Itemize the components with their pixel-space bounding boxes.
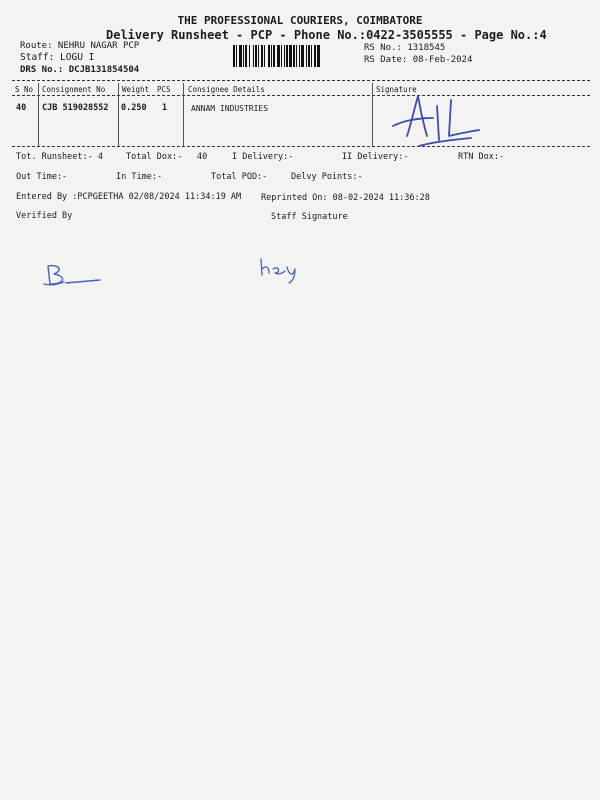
cell-weight: 0.250 [121,103,147,113]
total-dox-label: Total Dox:- [126,152,183,162]
table-bottom-rule [12,146,590,147]
rtn-dox: RTN Dox:- [458,152,505,162]
col-divider [183,83,184,146]
delvy-points: Delvy Points:- [291,172,363,182]
reprinted-on: Reprinted On: 08-02-2024 11:36:28 [261,193,430,203]
cell-pcs: 1 [162,103,168,113]
rs-number: RS No.: 1318545 [364,43,446,53]
col-header-pcs: PCS [157,85,171,94]
verified-by-label: Verified By [16,211,73,221]
col-divider [372,83,373,146]
barcode [233,45,357,67]
runsheet-subtitle: Delivery Runsheet - PCP - Phone No.:0422-3505555 - Page No.:4 [106,28,547,42]
cell-consignee: ANNAM INDUSTRIES [191,104,269,113]
in-time: In Time:- [116,172,163,182]
i-delivery: I Delivery:- [232,152,294,162]
ii-delivery: II Delivery:- [342,152,409,162]
rs-date: RS Date: 08-Feb-2024 [364,55,473,65]
total-pod: Total POD:- [211,172,268,182]
entered-by: Entered By :PCPGEETHA 02/08/2024 11:34:19 AM [16,192,242,202]
drs-number: DRS No.: DCJB131854504 [20,65,140,75]
out-time: Out Time:- [16,172,68,182]
col-header-signature: Signature [376,85,417,94]
verifier-initials [40,258,110,293]
col-header-consignment: Consignment No [42,85,106,94]
staff-initials [255,255,305,285]
cell-consignment: CJB 519028552 [42,103,109,113]
handwritten-signature [385,84,495,159]
table-top-rule [12,80,590,81]
col-divider [38,83,39,146]
table-header-rule [12,95,590,96]
tot-runsheet: Tot. Runsheet:- 4 [16,152,103,162]
col-header-sno: S No [15,85,34,94]
col-header-weight: Weight [122,85,150,94]
company-title: THE PROFESSIONAL COURIERS, COIMBATORE [177,14,423,27]
total-dox-value: 40 [197,152,208,162]
barcode-bar [320,45,321,67]
staff-signature-label: Staff Signature [271,212,348,222]
cell-sno: 40 [16,103,27,113]
route-text: Route: NEHRU NAGAR PCP [20,41,140,51]
col-divider [118,83,119,146]
col-header-consignee: Consignee Details [188,85,265,94]
staff-text: Staff: LOGU I [20,52,95,63]
